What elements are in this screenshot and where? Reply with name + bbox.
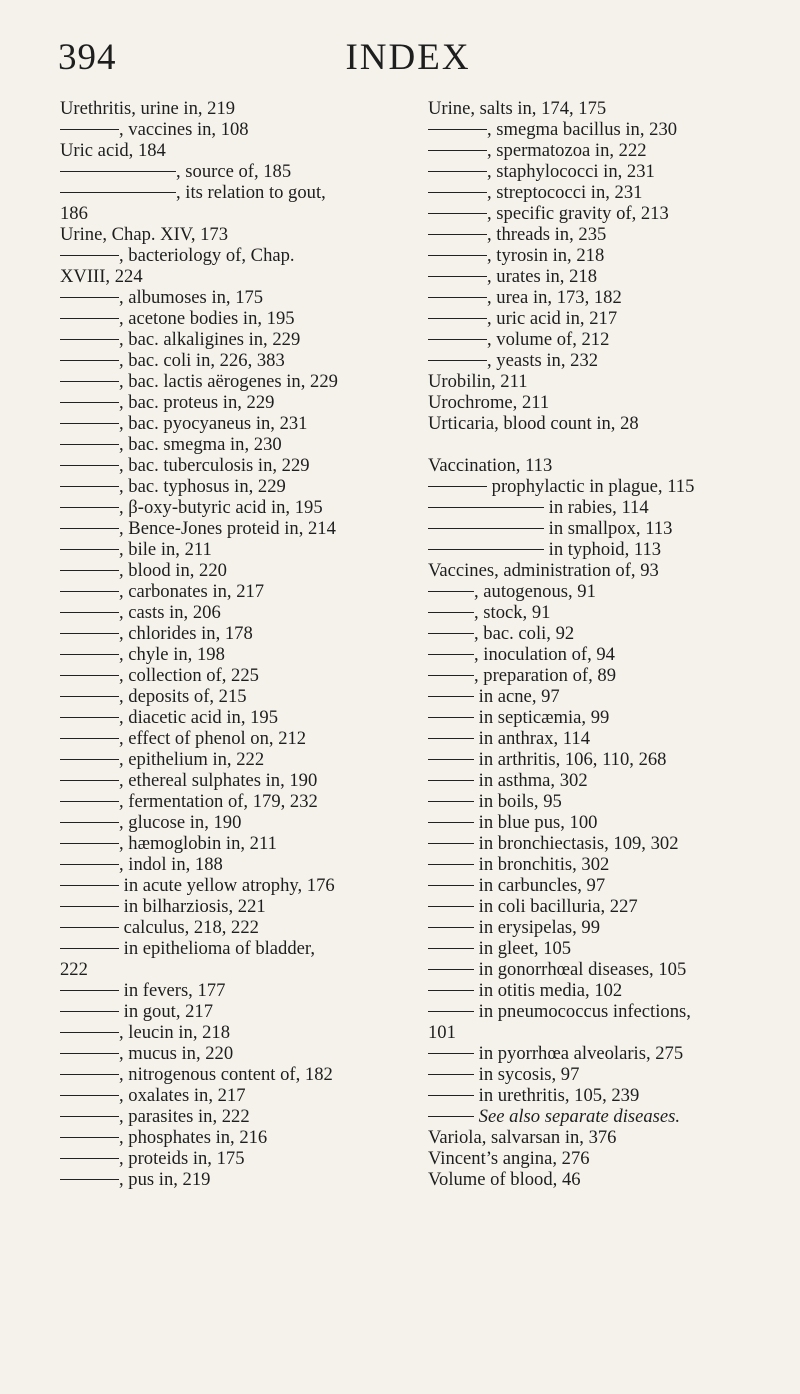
- index-entry-text: , albumoses in, 175: [119, 287, 264, 308]
- index-entry-text: , inoculation of, 94: [474, 644, 615, 665]
- index-entry: [428, 1127, 773, 1148]
- ditto-dash: [428, 297, 487, 298]
- index-entry-text: in bilharziosis, 221: [119, 896, 266, 917]
- index-entry: [60, 875, 405, 896]
- index-entry-continuation: 222: [60, 959, 88, 980]
- ditto-dash: [60, 948, 119, 949]
- index-entry: [428, 1043, 773, 1064]
- ditto-dash: [428, 948, 474, 949]
- ditto-dash: [60, 192, 176, 193]
- index-entry: [60, 791, 405, 812]
- index-entry-text: , bac. lactis aërogenes in, 229: [119, 371, 338, 392]
- ditto-dash: [428, 276, 487, 277]
- index-entry: [60, 1127, 405, 1148]
- index-entry: [428, 287, 773, 308]
- index-entry: [428, 518, 773, 539]
- ditto-dash: [60, 675, 119, 676]
- index-entry-text: , bac. coli, 92: [474, 623, 575, 644]
- index-entry: [60, 329, 405, 350]
- ditto-dash: [428, 738, 474, 739]
- index-entry: [60, 1064, 405, 1085]
- ditto-dash: [60, 1032, 119, 1033]
- ditto-dash: [60, 423, 119, 424]
- index-entry: [428, 644, 773, 665]
- index-entry-text: Vaccines, administration of, 93: [428, 560, 659, 581]
- index-entry: [60, 224, 405, 245]
- index-entry-text: , spermatozoa in, 222: [487, 140, 647, 161]
- index-entry: [428, 959, 773, 980]
- index-entry-text: , effect of phenol on, 212: [119, 728, 307, 749]
- index-entry-text: , urates in, 218: [487, 266, 597, 287]
- index-entry: [60, 119, 405, 140]
- index-entry-text: , volume of, 212: [487, 329, 610, 350]
- ditto-dash: [428, 486, 487, 487]
- index-entry: [428, 770, 773, 791]
- index-entry-text: in epithelioma of bladder,: [119, 938, 315, 959]
- page-number: 394: [58, 37, 117, 78]
- index-entry: [60, 770, 405, 791]
- ditto-dash: [60, 1053, 119, 1054]
- index-entry: [60, 392, 405, 413]
- index-entry: [60, 644, 405, 665]
- index-entry: [60, 1022, 405, 1043]
- ditto-dash: [60, 465, 119, 466]
- index-entry-text: , bac. smegma in, 230: [119, 434, 282, 455]
- index-entry-text: , bac. coli in, 226, 383: [119, 350, 285, 371]
- index-entry: [60, 623, 405, 644]
- index-entry: [428, 476, 773, 497]
- index-entry-text: , bac. proteus in, 229: [119, 392, 275, 413]
- index-entry: [60, 560, 405, 581]
- index-entry: [428, 728, 773, 749]
- index-entry-text: Urticaria, blood count in, 28: [428, 413, 639, 434]
- index-entry-text: Urine, Chap. XIV, 173: [60, 224, 229, 245]
- index-entry-continuation: 101: [428, 1022, 456, 1043]
- index-entry: [60, 308, 405, 329]
- ditto-dash: [428, 318, 487, 319]
- page-header: [58, 36, 758, 80]
- index-entry-text: , preparation of, 89: [474, 665, 616, 686]
- index-entry-text: in septicæmia, 99: [474, 707, 610, 728]
- index-entry: [60, 455, 405, 476]
- ditto-dash: [60, 297, 119, 298]
- index-entry-text: in typhoid, 113: [544, 539, 662, 560]
- index-entry-text: in pneumococcus infections,: [474, 1001, 691, 1022]
- index-entry: [428, 623, 773, 644]
- ditto-dash: [428, 507, 544, 508]
- index-entry: [60, 140, 405, 161]
- index-entry: [428, 581, 773, 602]
- index-entry-text: , tyrosin in, 218: [487, 245, 605, 266]
- ditto-dash: [60, 486, 119, 487]
- index-entry-text: , streptococci in, 231: [487, 182, 643, 203]
- index-entry: [428, 371, 773, 392]
- ditto-dash: [60, 339, 119, 340]
- index-entry-text: calculus, 218, 222: [119, 917, 259, 938]
- index-entry-text: Urochrome, 211: [428, 392, 550, 413]
- ditto-dash: [428, 885, 474, 886]
- index-entry-text: , collection of, 225: [119, 665, 259, 686]
- ditto-dash: [60, 801, 119, 802]
- index-entry-text: , parasites in, 222: [119, 1106, 250, 1127]
- index-entry: [60, 539, 405, 560]
- ditto-dash: [60, 780, 119, 781]
- index-entry-text: , ethereal sulphates in, 190: [119, 770, 318, 791]
- index-entry: [428, 896, 773, 917]
- ditto-dash: [60, 990, 119, 991]
- ditto-dash: [60, 1074, 119, 1075]
- index-entry: [428, 182, 773, 203]
- index-entry-text: , mucus in, 220: [119, 1043, 234, 1064]
- ditto-dash: [428, 129, 487, 130]
- index-entry-text: in fevers, 177: [119, 980, 226, 1001]
- ditto-dash: [428, 1053, 474, 1054]
- index-entry-text: Volume of blood, 46: [428, 1169, 581, 1190]
- index-entry-text: , fermentation of, 179, 232: [119, 791, 318, 812]
- index-entry-text: , urea in, 173, 182: [487, 287, 622, 308]
- index-entry-text: Urethritis, urine in, 219: [60, 98, 236, 119]
- index-entry: [60, 938, 405, 980]
- index-entry-text: , Bence-Jones proteid in, 214: [119, 518, 336, 539]
- index-entry-text: in acute yellow atrophy, 176: [119, 875, 335, 896]
- ditto-dash: [60, 549, 119, 550]
- index-entry: [60, 413, 405, 434]
- index-entry: [428, 938, 773, 959]
- index-entry: [428, 497, 773, 518]
- ditto-dash: [428, 906, 474, 907]
- ditto-dash: [60, 570, 119, 571]
- index-entry-text: , phosphates in, 216: [119, 1127, 268, 1148]
- index-entry-text: Urobilin, 211: [428, 371, 528, 392]
- index-entry-text: , leucin in, 218: [119, 1022, 231, 1043]
- index-entry-text: Urine, salts in, 174, 175: [428, 98, 607, 119]
- page-title: INDEX: [345, 37, 471, 78]
- ditto-dash: [428, 801, 474, 802]
- index-entry-continuation: 186: [60, 203, 88, 224]
- index-entry-text: , pus in, 219: [119, 1169, 211, 1190]
- ditto-dash: [60, 129, 119, 130]
- index-entry-text: in otitis media, 102: [474, 980, 623, 1001]
- index-entry-text: , smegma bacillus in, 230: [487, 119, 678, 140]
- ditto-dash: [60, 318, 119, 319]
- ditto-dash: [428, 528, 544, 529]
- index-entry: [60, 1085, 405, 1106]
- ditto-dash: [60, 444, 119, 445]
- index-entry: [428, 161, 773, 182]
- ditto-dash: [60, 696, 119, 697]
- ditto-dash: [60, 1137, 119, 1138]
- index-entry: [60, 518, 405, 539]
- index-entry: [60, 812, 405, 833]
- index-entry: [428, 1106, 773, 1127]
- index-entry-text: , vaccines in, 108: [119, 119, 249, 140]
- index-entry: [60, 1001, 405, 1022]
- ditto-dash: [428, 1074, 474, 1075]
- index-entry: [60, 896, 405, 917]
- index-entry-text: , carbonates in, 217: [119, 581, 265, 602]
- index-entry-text: , chlorides in, 178: [119, 623, 253, 644]
- index-entry: [60, 497, 405, 518]
- index-entry-text: in smallpox, 113: [544, 518, 673, 539]
- index-entry: [428, 749, 773, 770]
- index-entry-text: in arthritis, 106, 110, 268: [474, 749, 667, 770]
- ditto-dash: [428, 717, 474, 718]
- ditto-dash: [428, 843, 474, 844]
- index-entry-text: , β-oxy-butyric acid in, 195: [119, 497, 323, 518]
- ditto-dash: [60, 612, 119, 613]
- index-entry: [428, 812, 773, 833]
- ditto-dash: [428, 780, 474, 781]
- index-entry: [428, 602, 773, 623]
- index-entry: [60, 161, 405, 182]
- index-entry: [428, 413, 773, 434]
- index-entry-text: in coli bacilluria, 227: [474, 896, 638, 917]
- index-entry-text: , source of, 185: [176, 161, 292, 182]
- index-entry-text: in asthma, 302: [474, 770, 588, 791]
- ditto-dash: [60, 1158, 119, 1159]
- ditto-dash: [60, 885, 119, 886]
- index-entry: [60, 287, 405, 308]
- index-entry: [428, 1169, 773, 1190]
- index-entry-text: Vaccination, 113: [428, 455, 553, 476]
- index-entry-text: Vincent’s angina, 276: [428, 1148, 590, 1169]
- ditto-dash: [60, 402, 119, 403]
- index-entry-text: , bac. alkaligines in, 229: [119, 329, 301, 350]
- index-entry-text: in sycosis, 97: [474, 1064, 580, 1085]
- index-entry-text: in pyorrhœa alveolaris, 275: [474, 1043, 684, 1064]
- ditto-dash: [428, 675, 474, 676]
- index-entry-text: in anthrax, 114: [474, 728, 591, 749]
- ditto-dash: [60, 360, 119, 361]
- index-entry-text: , indol in, 188: [119, 854, 223, 875]
- index-entry: [428, 707, 773, 728]
- ditto-dash: [60, 906, 119, 907]
- index-entry-text: in acne, 97: [474, 686, 560, 707]
- index-entry: [428, 140, 773, 161]
- index-entry-text: Uric acid, 184: [60, 140, 166, 161]
- ditto-dash: [60, 171, 176, 172]
- ditto-dash: [428, 696, 474, 697]
- index-entry: [60, 434, 405, 455]
- index-entry: [428, 455, 773, 476]
- ditto-dash: [60, 1116, 119, 1117]
- index-entry-text: , uric acid in, 217: [487, 308, 618, 329]
- index-entry: [60, 686, 405, 707]
- ditto-dash: [60, 528, 119, 529]
- ditto-dash: [60, 1179, 119, 1180]
- index-entry: [60, 1106, 405, 1127]
- ditto-dash: [428, 234, 487, 235]
- index-entry: [60, 371, 405, 392]
- index-entry: [60, 854, 405, 875]
- index-entry: [60, 245, 405, 287]
- index-entry-text: , glucose in, 190: [119, 812, 242, 833]
- index-entry-text: in gout, 217: [119, 1001, 214, 1022]
- ditto-dash: [60, 591, 119, 592]
- index-entry: [428, 350, 773, 371]
- index-entry-text: , epithelium in, 222: [119, 749, 265, 770]
- index-entry: [428, 1148, 773, 1169]
- ditto-dash: [60, 864, 119, 865]
- ditto-dash: [428, 549, 544, 550]
- ditto-dash: [428, 927, 474, 928]
- index-entry-text: , diacetic acid in, 195: [119, 707, 279, 728]
- index-entry: [428, 854, 773, 875]
- index-entry: [428, 665, 773, 686]
- index-entry: [60, 98, 405, 119]
- index-entry-text: See also separate diseases.: [474, 1106, 681, 1127]
- index-entry: [428, 980, 773, 1001]
- index-entry-text: , bile in, 211: [119, 539, 212, 560]
- ditto-dash: [60, 1095, 119, 1096]
- index-entry: [428, 203, 773, 224]
- index-entry-text: , its relation to gout,: [176, 182, 326, 203]
- ditto-dash: [60, 759, 119, 760]
- ditto-dash: [428, 969, 474, 970]
- index-entry-text: , yeasts in, 232: [487, 350, 599, 371]
- ditto-dash: [428, 171, 487, 172]
- index-entry-text: , casts in, 206: [119, 602, 221, 623]
- index-entry-text: in boils, 95: [474, 791, 562, 812]
- ditto-dash: [428, 822, 474, 823]
- index-entry: [60, 749, 405, 770]
- ditto-dash: [428, 612, 474, 613]
- index-entry: [60, 917, 405, 938]
- index-entry-text: , bacteriology of, Chap.: [119, 245, 295, 266]
- index-entry-text: , chyle in, 198: [119, 644, 225, 665]
- ditto-dash: [428, 654, 474, 655]
- ditto-dash: [60, 927, 119, 928]
- index-entry: [60, 665, 405, 686]
- index-entry-text: , acetone bodies in, 195: [119, 308, 295, 329]
- index-entry-text: , hæmoglobin in, 211: [119, 833, 277, 854]
- ditto-dash: [428, 255, 487, 256]
- ditto-dash: [428, 990, 474, 991]
- index-entry-text: , bac. tuberculosis in, 229: [119, 455, 310, 476]
- index-entry: [428, 224, 773, 245]
- ditto-dash: [428, 360, 487, 361]
- index-entry: [60, 350, 405, 371]
- ditto-dash: [428, 192, 487, 193]
- index-entry: [60, 581, 405, 602]
- ditto-dash: [428, 1095, 474, 1096]
- ditto-dash: [60, 255, 119, 256]
- index-entry: [60, 707, 405, 728]
- ditto-dash: [60, 717, 119, 718]
- index-entry-text: , oxalates in, 217: [119, 1085, 246, 1106]
- index-entry-text: , proteids in, 175: [119, 1148, 245, 1169]
- index-entry: [428, 392, 773, 413]
- index-entry-text: in bronchitis, 302: [474, 854, 610, 875]
- index-entry: [428, 686, 773, 707]
- index-entry: [428, 98, 773, 119]
- ditto-dash: [428, 759, 474, 760]
- ditto-dash: [60, 654, 119, 655]
- index-entry: [60, 1043, 405, 1064]
- index-entry: [428, 539, 773, 560]
- ditto-dash: [60, 1011, 119, 1012]
- index-entry-text: , autogenous, 91: [474, 581, 596, 602]
- index-entry-text: , bac. typhosus in, 229: [119, 476, 286, 497]
- index-entry: [428, 266, 773, 287]
- index-entry: [60, 1148, 405, 1169]
- index-entry: [428, 875, 773, 896]
- ditto-dash: [428, 213, 487, 214]
- index-entry: [428, 308, 773, 329]
- index-entry: [60, 602, 405, 623]
- index-entry: [428, 119, 773, 140]
- ditto-dash: [60, 843, 119, 844]
- index-entry: [60, 1169, 405, 1190]
- index-entry-text: in rabies, 114: [544, 497, 649, 518]
- index-entry-text: , threads in, 235: [487, 224, 607, 245]
- ditto-dash: [60, 381, 119, 382]
- ditto-dash: [60, 738, 119, 739]
- index-entry-text: in carbuncles, 97: [474, 875, 606, 896]
- index-entry: [428, 833, 773, 854]
- ditto-dash: [428, 864, 474, 865]
- index-entry-text: , bac. pyocyaneus in, 231: [119, 413, 308, 434]
- index-entry-text: in gonorrhœal diseases, 105: [474, 959, 687, 980]
- index-entry: [428, 560, 773, 581]
- index-entry: [60, 476, 405, 497]
- index-entry-text: , specific gravity of, 213: [487, 203, 669, 224]
- ditto-dash: [428, 633, 474, 634]
- index-entry-text: , blood in, 220: [119, 560, 227, 581]
- ditto-dash: [428, 339, 487, 340]
- ditto-dash: [428, 591, 474, 592]
- ditto-dash: [60, 633, 119, 634]
- index-entry: [60, 833, 405, 854]
- index-entry-text: Variola, salvarsan in, 376: [428, 1127, 617, 1148]
- ditto-dash: [60, 822, 119, 823]
- index-entry-text: in gleet, 105: [474, 938, 572, 959]
- index-column-left: [60, 98, 405, 1190]
- index-entry-text: , stock, 91: [474, 602, 551, 623]
- index-entry-text: in erysipelas, 99: [474, 917, 600, 938]
- ditto-dash: [428, 150, 487, 151]
- index-entry: [428, 1001, 773, 1043]
- index-column-right: [428, 98, 773, 1190]
- index-entry-text: prophylactic in plague, 115: [487, 476, 695, 497]
- index-entry-text: , deposits of, 215: [119, 686, 247, 707]
- ditto-dash: [60, 507, 119, 508]
- index-entry: [428, 329, 773, 350]
- index-entry: [428, 917, 773, 938]
- index-entry-text: , staphylococci in, 231: [487, 161, 655, 182]
- ditto-dash: [428, 1116, 474, 1117]
- index-entry: [60, 182, 405, 224]
- index-entry-continuation: XVIII, 224: [60, 266, 143, 287]
- index-entry: [428, 1064, 773, 1085]
- index-entry: [428, 245, 773, 266]
- index-entry: [428, 1085, 773, 1106]
- index-entry: [60, 980, 405, 1001]
- index-entry: [60, 728, 405, 749]
- index-entry-text: in bronchiectasis, 109, 302: [474, 833, 679, 854]
- index-entry-text: , nitrogenous content of, 182: [119, 1064, 333, 1085]
- ditto-dash: [428, 1011, 474, 1012]
- index-entry: [428, 791, 773, 812]
- index-entry-text: in blue pus, 100: [474, 812, 598, 833]
- index-entry-text: in urethritis, 105, 239: [474, 1085, 640, 1106]
